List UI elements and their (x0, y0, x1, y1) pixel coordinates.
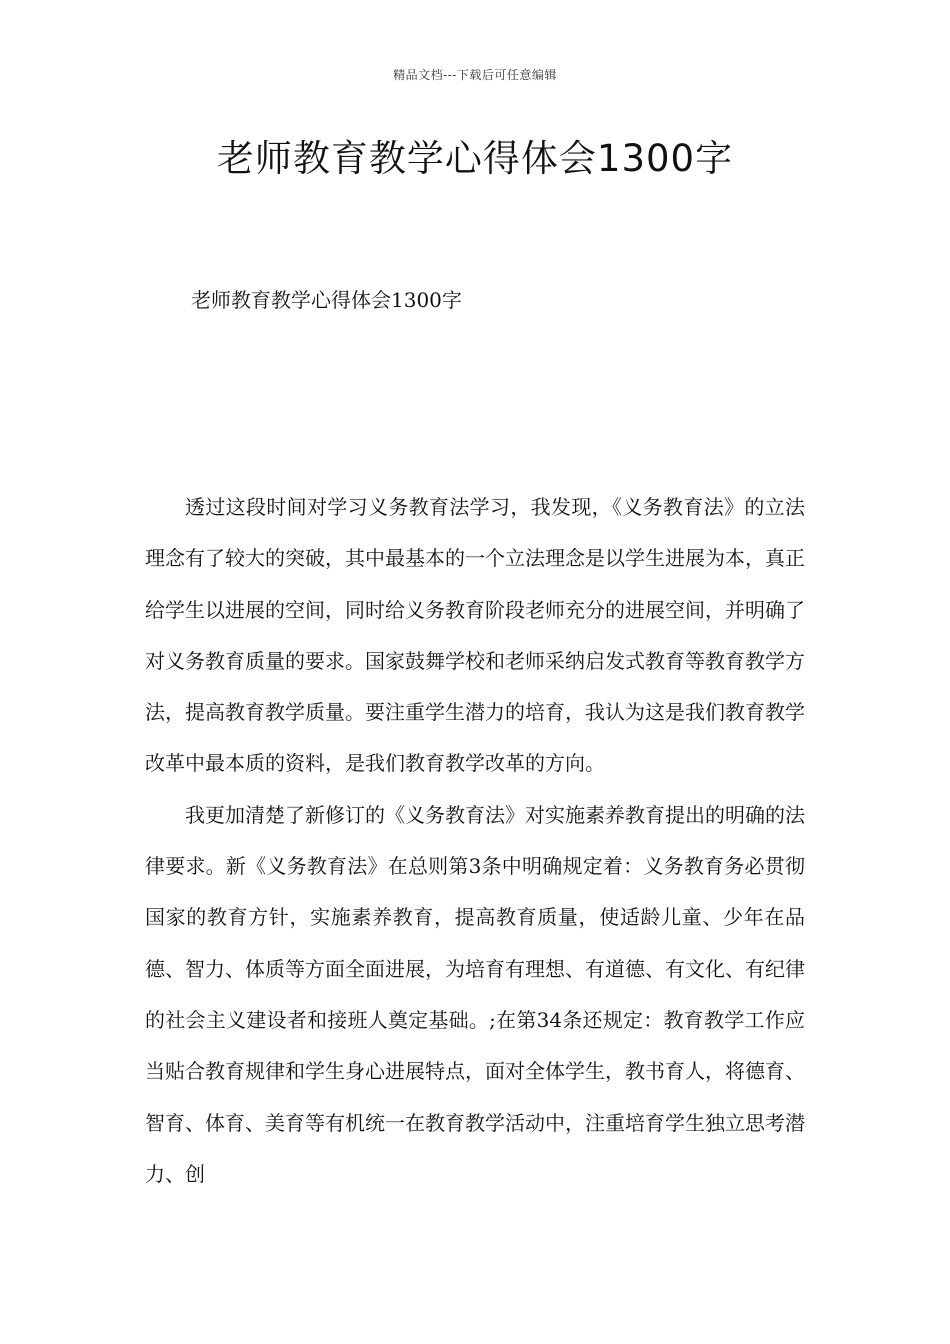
body-paragraph: 透过这段时间对学习义务教育法学习，我发现，《义务教育法》的立法理念有了较大的突破，其中最基本的一个立法理念是以学生进展为本，真正给学生以进展的空间，同时给义务教育阶段老师充分的进展空间，并明确了对义务教育质量的要求。国家鼓舞学校和老师采纳启发式教育等教育教学方法，提高教育教学质量。要注重学生潜力的培育，我认为这是我们教育教学改革中最本质的资料，是我们教育教学改革的方向。 (145, 495, 805, 776)
header-note: 精品文档---下载后可任意编辑 (393, 68, 557, 82)
document-body (145, 482, 805, 1200)
body-paragraph: 我更加清楚了新修订的《义务教育法》对实施素养教育提出的明确的法律要求。新《义务教育法》在总则第3条中明确规定着：义务教育务必贯彻国家的教育方针，实施素养教育，提高教育质量，使适龄儿童、少年在品德、智力、体质等方面全面进展，为培育有理想、有道德、有文化、有纪律的社会主义建设者和接班人奠定基础。;在第34条还规定：教育教学工作应当贴合教育规律和学生身心进展特点，面对全体学生，教书育人，将德育、智育、体育、美育等有机统一在教育教学活动中，注重培育学生独立思考潜力、创 (145, 802, 805, 1186)
document-subtitle: 老师教育教学心得体会1300字 (191, 288, 462, 312)
document-title: 老师教育教学心得体会1300字 (216, 137, 734, 180)
